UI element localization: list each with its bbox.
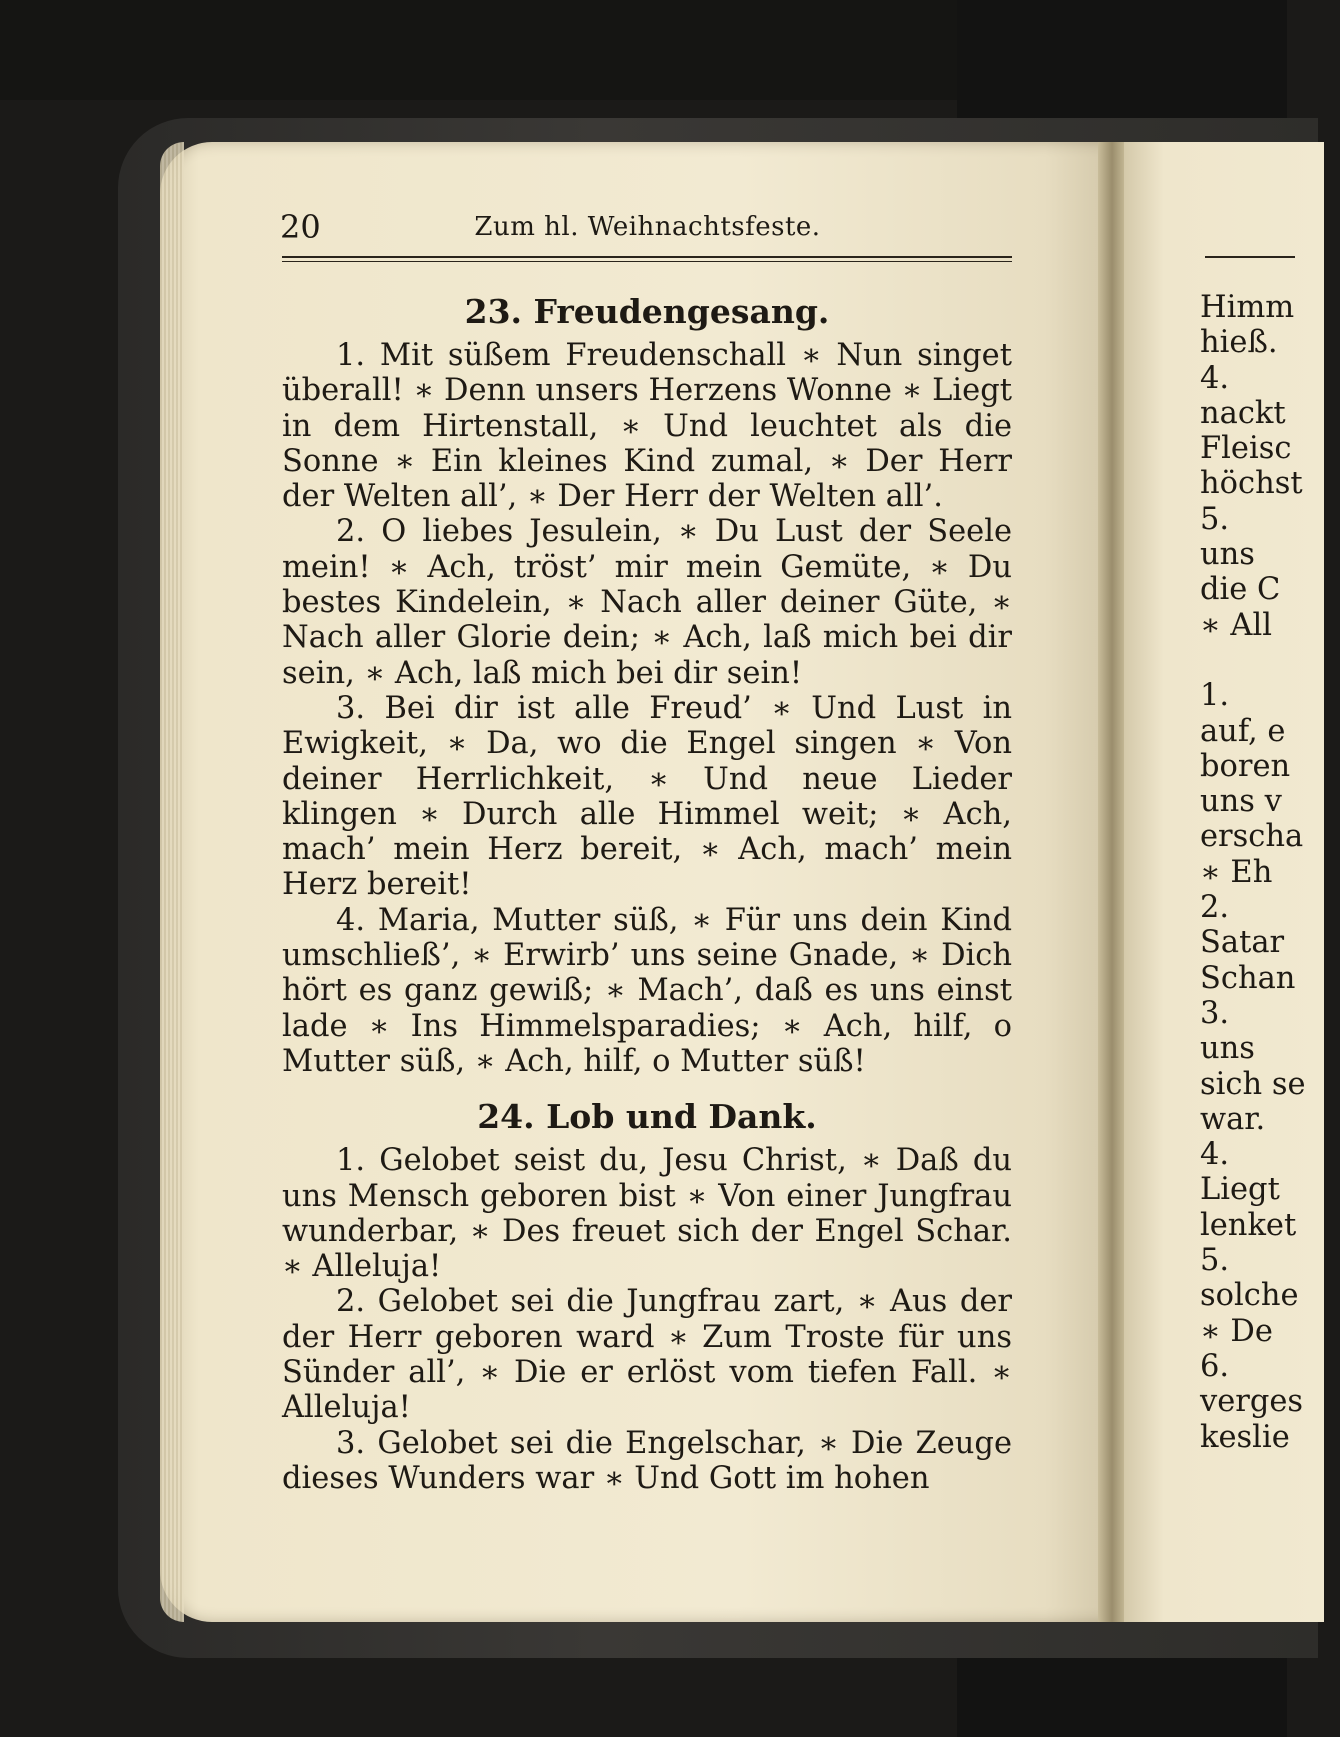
right-page-line: lenket <box>1200 1207 1297 1243</box>
verse <box>282 691 1012 903</box>
verse-text: Maria, Mutter süß, ∗ Für uns dein Kind umschließ’, ∗ Erwirb’ uns seine Gnade, ∗ Dich hört es ganz gewiß; ∗ Mach’, daß es uns einst lade ∗ Ins Himmelsparadies; ∗ Ach, hilf, o Mutter süß, ∗ Ach, hilf, o Mutter süß! <box>282 902 1013 1079</box>
right-page-line: erscha <box>1200 819 1304 855</box>
right-page-line: solche <box>1200 1278 1299 1314</box>
verse-number: 1. <box>336 338 366 373</box>
verse <box>282 1143 1012 1284</box>
right-page-line: uns v <box>1200 784 1282 820</box>
right-page-line: nackt <box>1200 395 1286 431</box>
verse-text: Mit süßem Freudenschall ∗ Nun singet überall! ∗ Denn unsers Herzens Wonne ∗ Liegt in dem Hirtenstall, ∗ Und leuchtet als die Sonne ∗ Ein kleines Kind zumal, ∗ Der Herr der Welten all’, ∗ Der Herr der Welten all’. <box>282 338 1012 515</box>
verse-text: O liebes Jesulein, ∗ Du Lust der Seele mein! ∗ Ach, tröst’ mir mein Gemüte, ∗ Du bestes Kindelein, ∗ Nach aller deiner Güte, ∗ Nach aller Glorie dein; ∗ Ach, laß mich bei dir sein, ∗ Ach, laß mich bei dir sein! <box>282 514 1012 691</box>
right-header-rule <box>1205 256 1295 258</box>
right-page-line: uns <box>1200 1031 1255 1067</box>
verse <box>282 1284 1012 1425</box>
right-page-line <box>1200 643 1340 678</box>
right-page-line: höchst <box>1200 466 1303 502</box>
running-title: Zum hl. Weihnachtsfeste. <box>474 212 821 242</box>
right-page-line: 4. <box>1200 360 1230 396</box>
verse-number: 3. <box>336 690 366 726</box>
right-page-line: Liegt <box>1200 1172 1280 1208</box>
left-page-text <box>282 290 1012 1496</box>
header-rule-thin <box>282 261 1012 262</box>
right-page-line: 1. <box>1200 678 1230 714</box>
right-page-line: 3. <box>1200 995 1230 1031</box>
right-page-line: 4. <box>1200 1137 1230 1173</box>
hymn-title: 23. Freudengesang. <box>464 292 830 331</box>
verse-text: Gelobet sei die Engelschar, ∗ Die Zeuge dieses Wunders war ∗ Und Gott im hohen <box>282 1425 1012 1496</box>
verse <box>282 903 1012 1079</box>
right-page-line: hieß. <box>1200 325 1278 361</box>
right-page-line: 5. <box>1200 1243 1230 1279</box>
right-page-line: ∗ All <box>1200 607 1272 643</box>
right-page-line: sich se <box>1200 1066 1306 1102</box>
page-edges <box>160 142 184 1622</box>
right-page-text <box>1200 290 1340 1455</box>
right-page-line: 5. <box>1200 501 1230 537</box>
right-page-line: uns <box>1200 537 1255 573</box>
page-header <box>280 207 1015 247</box>
right-page-line: die C <box>1200 572 1281 608</box>
right-page-line: verges <box>1200 1384 1304 1420</box>
verse-text: Bei dir ist alle Freud’ ∗ Und Lust in Ewigkeit, ∗ Da, wo die Engel singen ∗ Von deiner Herrlichkeit, ∗ Und neue Lieder klingen ∗ Durch alle Himmel weit; ∗ Ach, mach’ mein Herz bereit, ∗ Ach, mach’ mein Herz bereit! <box>282 690 1012 903</box>
right-page-line: Satar <box>1200 925 1285 961</box>
right-page-line: Schan <box>1200 960 1296 996</box>
right-page-line: 2. <box>1200 890 1230 926</box>
verse-number: 2. <box>336 514 366 550</box>
hymn-title: 24. Lob und Dank. <box>477 1097 817 1137</box>
right-page-line: war. <box>1200 1101 1266 1137</box>
right-page-line: ∗ De <box>1200 1313 1273 1349</box>
verse-text: Gelobet seist du, Jesu Christ, ∗ Daß du uns Mensch geboren bist ∗ Von einer Jungfrau wunderbar, ∗ Des freuet sich der Engel Schar. ∗ Alleluja! <box>282 1143 1013 1285</box>
verse <box>282 1426 1012 1497</box>
verse-number: 4. <box>336 902 366 938</box>
right-page-line: boren <box>1200 748 1291 784</box>
verse-text: Gelobet sei die Jungfrau zart, ∗ Aus der der Herr geboren ward ∗ Zum Troste für uns Sünder all’, ∗ Die er erlöst vom tiefen Fall. ∗ Alleluja! <box>282 1284 1012 1426</box>
verse-number: 2. <box>336 1284 366 1320</box>
header-rule <box>282 256 1012 258</box>
right-page-line: 6. <box>1200 1348 1230 1384</box>
book-gutter <box>1098 142 1126 1622</box>
page-number: 20 <box>280 208 321 246</box>
right-page-line: Fleisc <box>1200 431 1292 467</box>
right-page-line: Himm <box>1200 290 1295 325</box>
verse-number: 1. <box>336 1143 366 1179</box>
verse <box>282 514 1012 690</box>
verse-number: 3. <box>336 1425 366 1461</box>
right-page-line: auf, e <box>1200 713 1286 749</box>
right-page-line: ∗ Eh <box>1200 854 1273 890</box>
right-page-line: keslie <box>1200 1419 1290 1455</box>
verse <box>282 338 1012 514</box>
